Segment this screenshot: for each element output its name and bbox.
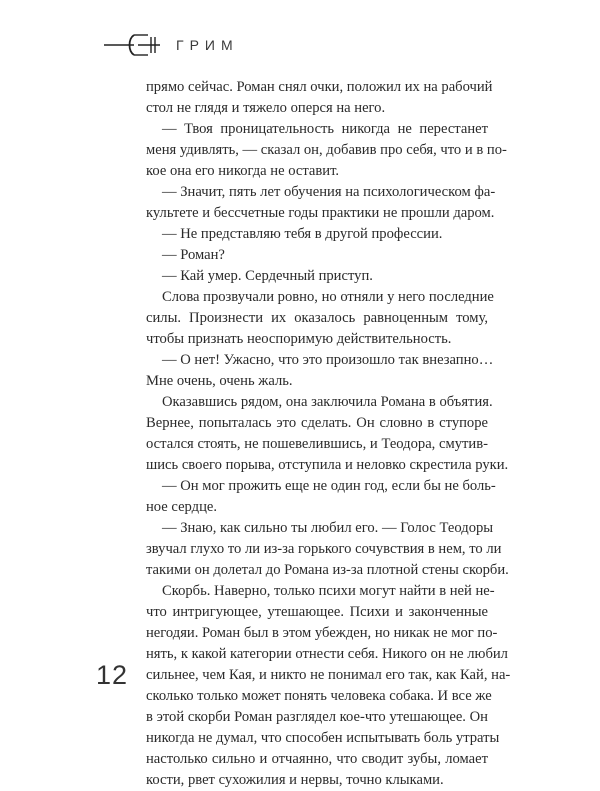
text-line: меня удивлять, — сказал он, добавив про себя, что и в по- (146, 142, 507, 158)
text-line: — О нет! Ужасно, что это произошло так внезапно… (162, 352, 494, 368)
text-line: что интригующее, утешающее. Психи и законченные (146, 604, 488, 620)
text-line: — Он мог прожить еще не один год, если бы не боль- (162, 478, 496, 494)
text-line: в этой скорби Роман разглядел кое-что утешающее. Он (146, 709, 488, 725)
text-line: — Не представляю тебя в другой профессии. (162, 226, 443, 242)
text-line: нять, к какой категории отнести себя. Никого он не любил (146, 646, 508, 662)
text-line: звучал глухо то ли из-за горького сочувствия в нем, то ли (146, 541, 502, 557)
text-line: кое она его никогда не оставит. (146, 163, 340, 179)
text-line: Скорбь. Наверно, только психи могут найти в ней не- (162, 583, 495, 599)
running-title: ГРИМ (176, 37, 239, 53)
text-line: чтобы признать неоспоримую действительность. (146, 331, 452, 347)
text-line: никогда не думал, что способен испытывать боль утраты (146, 730, 500, 746)
text-line: — Кай умер. Сердечный приступ. (162, 268, 373, 284)
text-line: силы. Произнести их оказалось равноценным тому, (146, 310, 488, 326)
text-line: — Роман? (162, 247, 225, 263)
text-line: сколько только может понять человека собака. И все же (146, 688, 492, 704)
running-header (104, 30, 239, 60)
text-line: прямо сейчас. Роман снял очки, положил их на рабочий (146, 79, 493, 95)
text-line: настолько сильно и отчаянно, что сводит зубы, ломает (146, 751, 488, 767)
text-line: такими он долетал до Романа из-за плотной стены скорби. (146, 562, 509, 578)
text-line: Вернее, попыталась это сделать. Он словно в ступоре (146, 415, 488, 431)
text-line: Оказавшись рядом, она заключила Романа в объятия. (162, 394, 493, 410)
text-line: остался стоять, не пошевелившись, и Теодора, смутив- (146, 436, 488, 452)
text-line: Слова прозвучали ровно, но отняли у него последние (162, 289, 494, 305)
page-number: 12 (96, 660, 129, 690)
text-line: сильнее, чем Кая, и никто не понимал его так, как Кай, на- (146, 667, 511, 683)
text-line: — Твоя проницательность никогда не перестанет (162, 121, 488, 137)
text-line: — Значит, пять лет обучения на психологическом фа- (162, 184, 496, 200)
text-line: — Знаю, как сильно ты любил его. — Голос Теодоры (162, 520, 494, 536)
text-line: культете и бессчетные годы практики не прошли даром. (146, 205, 495, 221)
body-text (146, 77, 511, 791)
text-line: негодяи. Роман был в этом убежден, но никак не мог по- (146, 625, 498, 641)
text-line: шись своего порыва, отступила и неловко скрестила руки. (146, 457, 509, 473)
text-line: ное сердце. (146, 499, 218, 515)
text-line: кости, рвет сухожилия и нервы, точно клыками. (146, 772, 444, 788)
text-line: стол не глядя и тяжело оперся на него. (146, 100, 386, 116)
text-line: Мне очень, очень жаль. (146, 373, 293, 389)
trident-emblem-icon (104, 31, 162, 59)
